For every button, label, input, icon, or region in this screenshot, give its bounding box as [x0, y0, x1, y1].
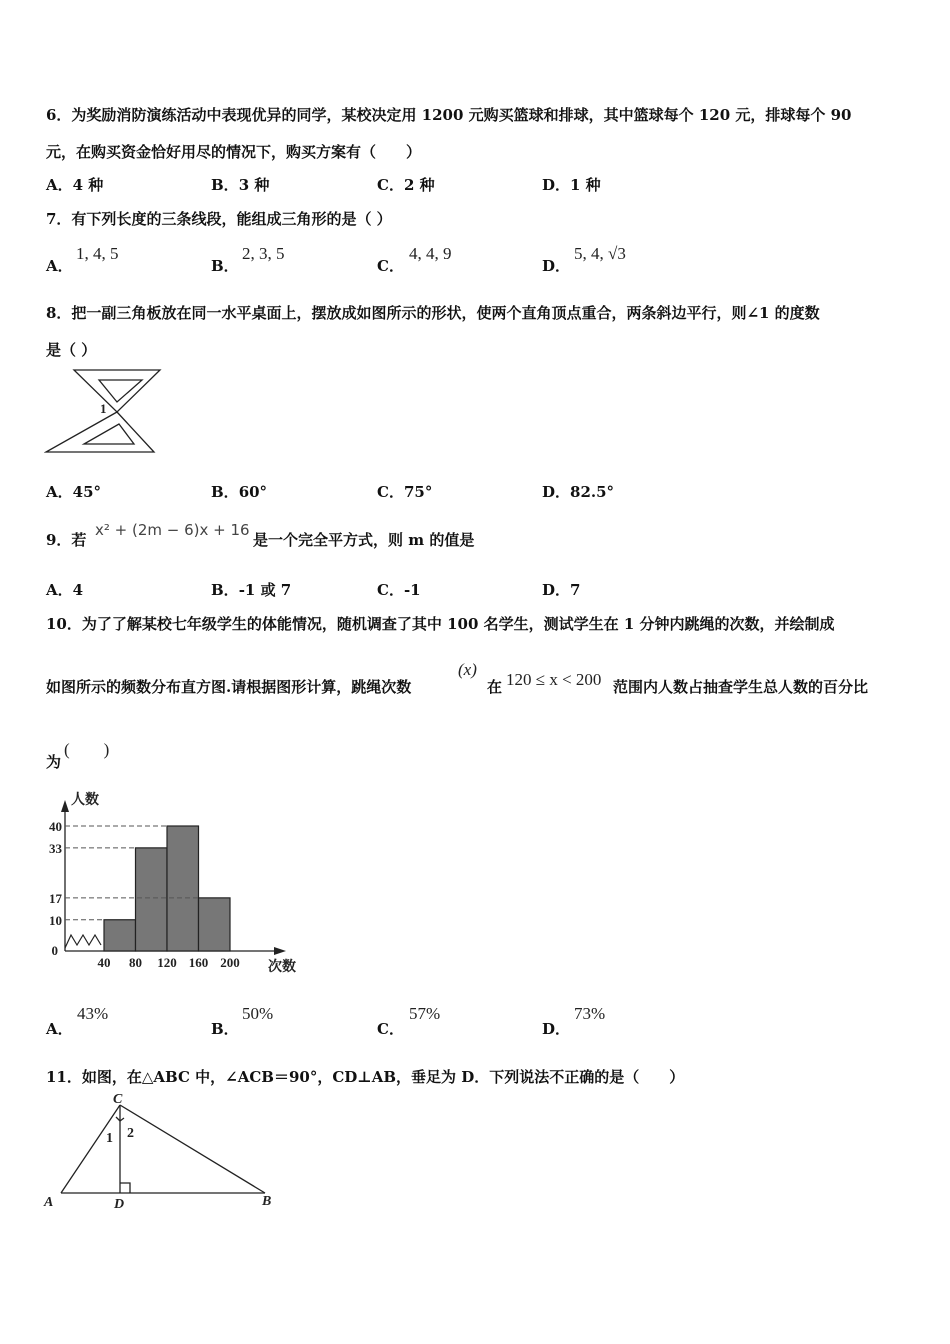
q7-option-d-text: 5, 4, √3	[574, 244, 626, 263]
q11-stem: 11．如图，在△ABC 中，∠ACB＝90°，CD⊥AB，垂足为 D．下列说法不正确的是（ ）	[46, 1068, 685, 1086]
q9-prefix: 9．若	[46, 531, 87, 549]
q10-option-b-letter: B．	[211, 1020, 239, 1038]
option-letter: C．	[377, 483, 404, 501]
q6-option-a	[46, 174, 103, 195]
foot-d-label: D	[114, 1197, 125, 1212]
option-text: 2 种	[403, 176, 435, 194]
q6-option-c	[377, 174, 435, 195]
q10-option-b-text: 50%	[242, 1004, 274, 1023]
option-text: 4	[72, 581, 84, 599]
q7-option-c-text: 4, 4, 9	[409, 244, 452, 263]
q9-suffix: 是一个完全平方式，则 m 的值是	[253, 531, 475, 549]
histogram-chart	[40, 788, 310, 980]
q9-option-c	[377, 579, 421, 600]
x-tick-label: 120	[157, 955, 177, 970]
option-text: 45°	[72, 483, 102, 501]
q10-range: 120 ≤ x < 200	[506, 670, 602, 689]
histogram-bar	[136, 848, 168, 951]
q7-option-c-letter: C．	[377, 257, 404, 275]
y-tick-label: 33	[49, 840, 62, 856]
q6-option-d	[542, 174, 601, 195]
x-tick-label: 160	[188, 955, 209, 970]
side-ca	[61, 1105, 120, 1193]
right-angle-mark	[120, 1183, 130, 1193]
option-text: 82.5°	[570, 483, 615, 501]
q10-option-d-text: 73%	[574, 1004, 606, 1023]
top-triangle-inner	[99, 380, 142, 402]
q8-stem-line2: 是（ ）	[46, 341, 97, 359]
bottom-triangle-outer	[46, 412, 154, 452]
q8-option-a	[46, 481, 101, 502]
vertex-c-label: C	[113, 1092, 123, 1107]
option-letter: D．	[542, 176, 571, 194]
q8-option-d	[542, 481, 614, 502]
q6-stem-line1: 6．为奖励消防演练活动中表现优异的同学，某校决定用 1200 元购买篮球和排球，其中篮球每个 120 元，排球每个 90	[46, 106, 852, 124]
q9-option-d	[542, 579, 580, 600]
vertex-b-label: B	[262, 1194, 272, 1209]
y-axis-arrow	[61, 800, 69, 812]
histogram-bar	[199, 898, 231, 951]
q10-answer-paren: ( )	[64, 740, 110, 759]
x-tick-label: 80	[129, 955, 142, 970]
q10-option-d-letter: D．	[542, 1020, 571, 1038]
option-letter: C．	[377, 581, 404, 599]
q6-stem-line2: 元，在购买资金恰好用尽的情况下，购买方案有（ ）	[46, 143, 422, 161]
option-text: -1	[403, 581, 421, 599]
q7-option-a-letter: A．	[46, 257, 73, 275]
q7-option-b-letter: B．	[211, 257, 239, 275]
q10-option-c-text: 57%	[409, 1004, 441, 1023]
q9-option-a	[46, 579, 83, 600]
option-letter: B．	[211, 581, 239, 599]
x-tick-label: 200	[220, 955, 240, 970]
q10-option-a-letter: A．	[46, 1020, 73, 1038]
q9-formula: x² + (2m − 6)x + 16	[95, 521, 250, 539]
vertex-a-label: A	[44, 1195, 54, 1210]
q10-stem-line2c: 范围内人数占抽查学生总人数的百分比	[613, 678, 869, 696]
q11-triangle-figure	[40, 1088, 285, 1213]
y-tick-label: 0	[51, 943, 58, 958]
side-cb	[120, 1105, 265, 1193]
q7-option-d-letter: D．	[542, 257, 571, 275]
option-text: 3 种	[238, 176, 270, 194]
y-axis-title: 人数	[71, 793, 99, 808]
angle-2-label: 2	[127, 1126, 134, 1141]
option-text: 7	[570, 581, 581, 599]
q8-option-b	[211, 481, 267, 502]
histogram-bar	[167, 826, 199, 951]
y-tick-label: 40	[49, 819, 62, 834]
q7-option-b-text: 2, 3, 5	[242, 244, 285, 263]
x-axis-arrow	[274, 947, 286, 955]
q8-triangle-figure	[44, 366, 164, 456]
q10-variable: (x)	[458, 660, 477, 679]
x-axis-title: 次数	[268, 960, 296, 975]
x-tick-label: 40	[97, 955, 111, 970]
q10-option-c-letter: C．	[377, 1020, 404, 1038]
q7-option-a-text: 1, 4, 5	[76, 244, 119, 263]
q10-stem-line1: 10．为了了解某校七年级学生的体能情况，随机调查了其中 100 名学生，测试学生在 1 分钟内跳绳的次数，并绘制成	[46, 615, 835, 633]
angle-1-label: 1	[100, 401, 107, 416]
q10-option-a-text: 43%	[77, 1004, 109, 1023]
option-text: 60°	[238, 483, 268, 501]
angle-1-label: 1	[106, 1131, 113, 1146]
q10-stem-line2a: 如图所示的频数分布直方图.请根据图形计算，跳绳次数	[46, 678, 412, 696]
q8-stem-line1: 8．把一副三角板放在同一水平桌面上，摆放成如图所示的形状，使两个直角顶点重合，两条斜边平行，则∠1 的度数	[46, 304, 820, 322]
option-letter: D．	[542, 581, 571, 599]
axis-break-mark	[65, 935, 101, 948]
option-text: 4 种	[72, 176, 104, 194]
y-tick-label: 17	[49, 890, 62, 906]
option-letter: B．	[211, 483, 239, 501]
option-text: -1 或 7	[238, 581, 292, 599]
q7-stem: 7．有下列长度的三条线段，能组成三角形的是（ ）	[46, 210, 392, 228]
option-letter: C．	[377, 176, 404, 194]
option-letter: B．	[211, 176, 239, 194]
option-text: 75°	[403, 483, 433, 501]
top-triangle-outer	[74, 370, 160, 412]
q6-option-b	[211, 174, 269, 195]
y-tick-label: 10	[49, 912, 62, 928]
q9-option-b	[211, 579, 291, 600]
option-text: 1 种	[570, 176, 601, 194]
q10-stem-line2b: 在	[487, 678, 503, 696]
option-letter: A．	[46, 483, 73, 501]
option-letter: A．	[46, 581, 73, 599]
option-letter: A．	[46, 176, 73, 194]
option-letter: D．	[542, 483, 571, 501]
q10-stem-line3: 为	[46, 753, 62, 771]
histogram-bar	[104, 920, 136, 951]
q8-option-c	[377, 481, 432, 502]
